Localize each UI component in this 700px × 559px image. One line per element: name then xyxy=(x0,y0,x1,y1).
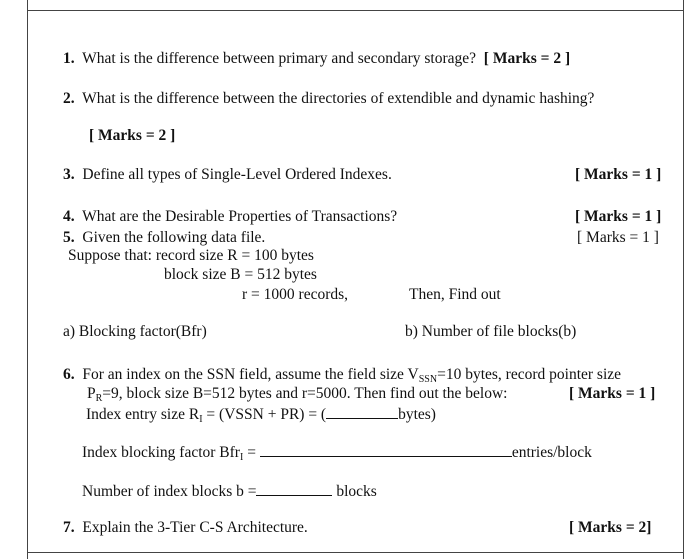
question-2-number: 2. xyxy=(63,90,75,107)
question-1 xyxy=(63,50,570,68)
question-3-text: Define all types of Single-Level Ordered Indexes. xyxy=(82,166,392,183)
question-6-marks: [ Marks = 1 ] xyxy=(569,385,656,402)
question-7 xyxy=(63,519,308,537)
question-6-line-1: 6. For an index on the SSN field, assume the field size $V_{SSN}=10$ bytes, record pointer size xyxy=(63,366,622,385)
question-3 xyxy=(63,166,392,184)
page-border-top xyxy=(27,10,684,11)
question-1-number: 1. xyxy=(63,50,75,67)
index-blocks-blank[interactable] xyxy=(256,481,332,496)
question-5-records: r = 1000 records, xyxy=(242,286,349,303)
question-6-blocking-factor: Index blocking factor Bfr$_I$ = entries/block xyxy=(82,444,592,463)
question-5-marks: [ Marks = 1 ] xyxy=(577,229,659,246)
question-2 xyxy=(63,90,594,108)
question-6-index-blocks: Number of index blocks b = blocks xyxy=(82,483,377,500)
question-5-part-b: b) Number of file blocks(b) xyxy=(405,323,577,340)
question-7-marks: [ Marks = 2] xyxy=(569,519,652,536)
question-3-marks: [ Marks = 1 ] xyxy=(575,166,662,183)
question-5-record-size: Suppose that: record size R = 100 bytes xyxy=(68,247,314,264)
question-3-number: 3. xyxy=(63,166,75,183)
question-5-then: Then, Find out xyxy=(409,286,501,303)
question-4 xyxy=(63,208,397,226)
question-5-block-size: block size B = 512 bytes xyxy=(164,266,317,283)
question-2-marks: [ Marks = 2 ] xyxy=(89,127,176,144)
question-1-marks: [ Marks = 2 ] xyxy=(483,50,571,67)
page-border-left xyxy=(27,0,28,559)
question-4-text: What are the Desirable Properties of Transactions? xyxy=(82,208,398,225)
question-4-marks: [ Marks = 1 ] xyxy=(575,208,662,225)
question-5-number: 5. xyxy=(63,229,75,246)
question-5-part-a: a) Blocking factor(Bfr) xyxy=(63,323,207,340)
question-5-text: Given the following data file. xyxy=(82,229,266,246)
question-6-index-entry-size: Index entry size $R_I$ = (VSSN + PR) = ( bytes) xyxy=(86,406,436,425)
question-1-text: What is the difference between primary and secondary storage? xyxy=(82,50,477,67)
index-entry-size-blank[interactable] xyxy=(326,404,398,419)
question-7-text: Explain the 3-Tier C-S Architecture. xyxy=(82,519,308,536)
blocking-factor-blank[interactable] xyxy=(260,442,512,457)
question-6-line-2: $P_R=9$, block size B=512 bytes and r=5000. Then find out the below: xyxy=(87,385,508,404)
page-border-right xyxy=(683,0,684,559)
question-2-text: What is the difference between the directories of extendible and dynamic hashing? xyxy=(82,90,595,107)
question-4-number: 4. xyxy=(63,208,75,225)
question-6-number: 6. xyxy=(63,366,75,383)
question-7-number: 7. xyxy=(63,519,75,536)
page-border-bottom xyxy=(27,552,684,553)
question-5 xyxy=(63,229,265,247)
